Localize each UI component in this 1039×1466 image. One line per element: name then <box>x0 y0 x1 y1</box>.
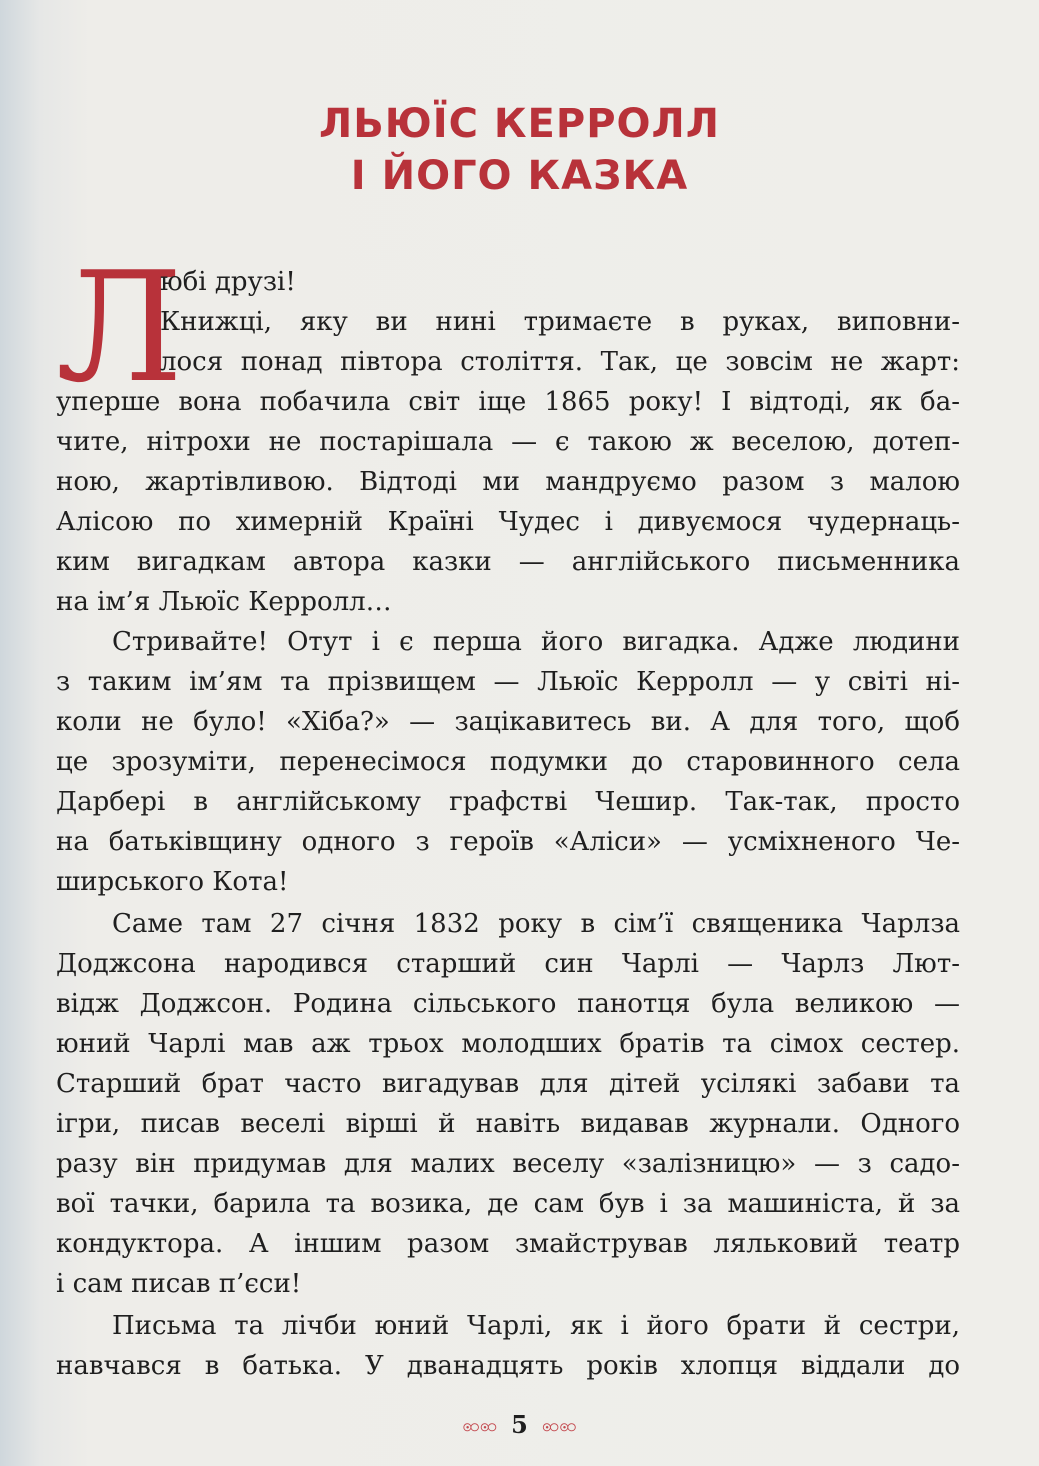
page-footer <box>0 1410 1039 1440</box>
text-line: і сам писав п’єси! <box>56 1269 302 1299</box>
text-line: Стривайте! Отут і є перша його вигадка. Адже людини <box>112 627 960 657</box>
text-line: Книжці, яку ви нині тримаєте в руках, виповни- <box>160 307 960 337</box>
text-line: юбі друзі! <box>160 267 296 297</box>
text-line: на батьківщину одного з героїв «Аліси» — усміхненого Че- <box>56 827 960 857</box>
chapter-title-line-2: І ЙОГО КАЗКА <box>350 153 689 199</box>
text-line: Доджсона народився старший син Чарлі — Чарлз Лют- <box>56 949 960 979</box>
text-line: коли не було! «Хіба?» — зацікавитесь ви. А для того, щоб <box>56 707 960 737</box>
text-line: лося понад півтора століття. Так, це зовсім не жарт: <box>160 347 960 377</box>
text-line: разу він придумав для малих веселу «залізницю» — з садо- <box>56 1149 960 1179</box>
text-line: уперше вона побачила світ іще 1865 року! І відтоді, як ба- <box>56 387 960 417</box>
text-line: Дарбері в англійському графстві Чешир. Так-так, просто <box>56 787 960 817</box>
text-line: з таким ім’ям та прізвищем — Льюїс Керролл — у світі ні- <box>56 667 960 697</box>
ornament-left-icon: ꩧꩧ <box>462 1415 498 1436</box>
page-number: 5 <box>511 1410 528 1439</box>
text-line: відж Доджсон. Родина сільського панотця була великою — <box>56 989 960 1019</box>
text-line: ною, жартівливою. Відтоді ми мандруємо разом з малою <box>56 467 960 497</box>
text-line: це зрозуміти, перенесімося подумки до старовинного села <box>56 747 960 777</box>
text-line: Саме там 27 січня 1832 року в сім’ї священика Чарлза <box>112 909 960 939</box>
text-line: навчався в батька. У дванадцять років хлопця віддали до <box>56 1351 960 1381</box>
text-line: чите, нітрохи не постарішала — є такою ж веселою, дотеп- <box>56 427 960 457</box>
text-line: кондуктора. А іншим разом змайстрував ляльковий театр <box>56 1229 960 1259</box>
text-line: на ім’я Льюїс Керролл… <box>56 587 392 617</box>
text-line: Старший брат часто вигадував для дітей усілякі забави та <box>56 1069 960 1099</box>
text-line: Алісою по химерній Країні Чудес і дивуємося чудернаць- <box>56 507 960 537</box>
drop-cap: Л <box>56 239 183 416</box>
text-line: вої тачки, барила та возика, де сам був і за машиніста, й за <box>56 1189 960 1219</box>
text-line: Письма та лічби юний Чарлі, як і його брати й сестри, <box>112 1311 960 1341</box>
text-line: ширського Кота! <box>56 867 289 897</box>
text-line: юний Чарлі мав аж трьох молодших братів та сімох сестер. <box>56 1029 960 1059</box>
ornament-right-icon: ꩧꩧ <box>541 1415 577 1436</box>
chapter-title-line-1: ЛЬЮЇС КЕРРОЛЛ <box>319 101 720 147</box>
text-line: ігри, писав веселі вірші й навіть видавав журнали. Одного <box>56 1109 960 1139</box>
text-line: ким вигадкам автора казки — англійського письменника <box>56 547 960 577</box>
